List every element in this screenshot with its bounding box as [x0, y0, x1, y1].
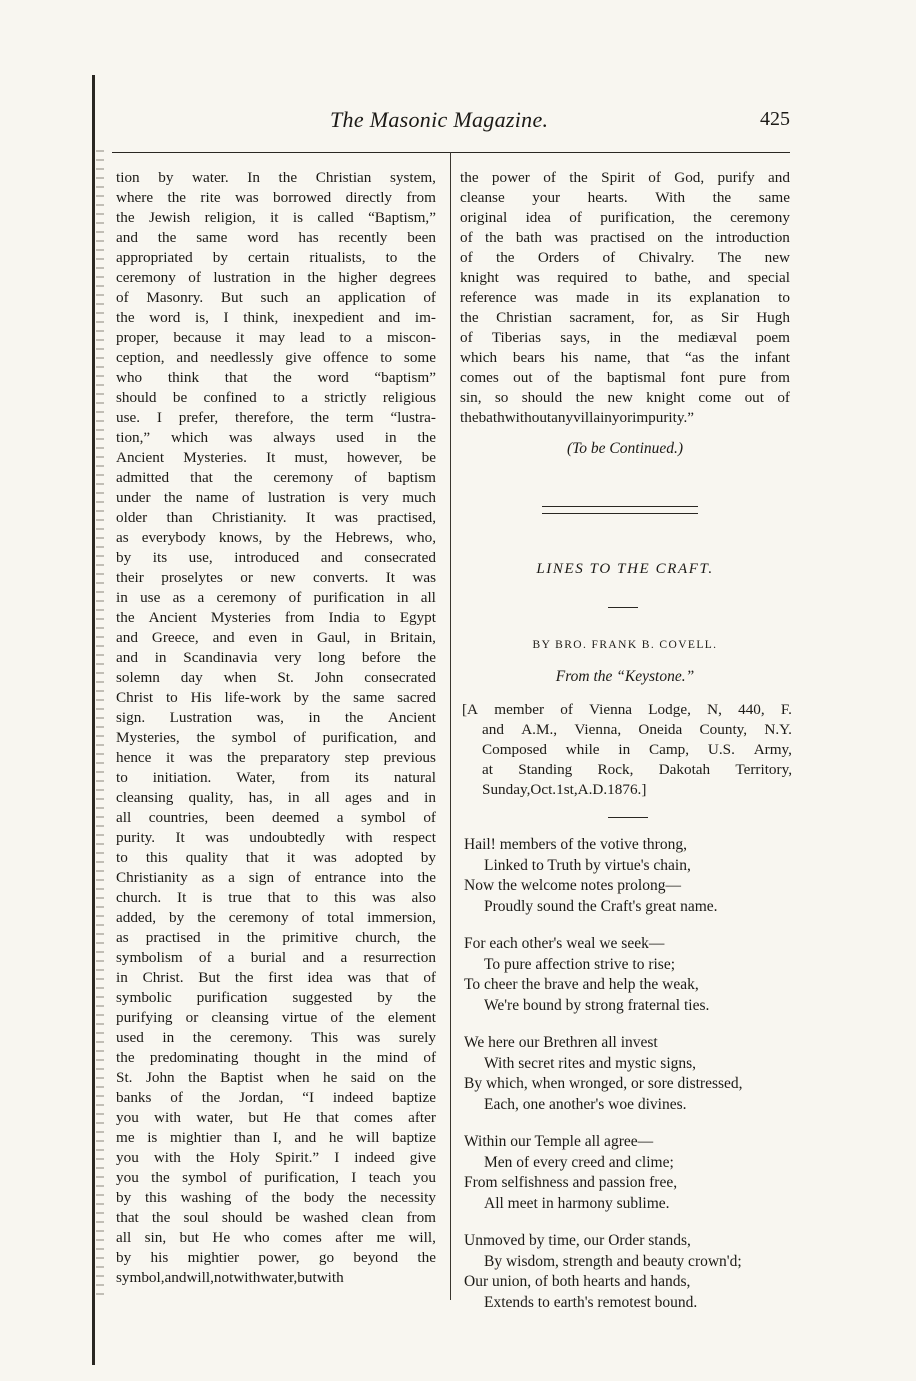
- poem-line: With secret rites and mystic signs,: [484, 1054, 697, 1072]
- poem-line: From selfishness and passion free,: [464, 1174, 678, 1191]
- text-line: should be confined to a strictly religious: [116, 389, 436, 406]
- text-line: symbol, and will, not with water, but with: [116, 1269, 344, 1286]
- text-line: purity. It was undoubtedly with respect: [116, 829, 436, 846]
- poem-line: We here our Brethren all invest: [464, 1034, 658, 1051]
- text-line: you the symbol of purification, I teach you: [116, 1169, 436, 1186]
- text-line: the word is, I think, inexpedient and im-: [116, 309, 436, 326]
- poem-line: By wisdom, strength and beauty crown'd;: [484, 1252, 742, 1270]
- poem-byline: BY BRO. FRANK B. COVELL.: [532, 639, 718, 651]
- text-line: Christianity as a sign of entrance into the: [116, 869, 436, 886]
- text-line: by its use, introduced and consecrated: [116, 549, 436, 566]
- note-line: Composed while in Camp, U.S. Army,: [482, 741, 792, 758]
- text-line: sin, so should the new knight come out of: [460, 389, 790, 406]
- text-line: under the name of lustration is very much: [116, 489, 436, 506]
- running-header: [100, 107, 790, 137]
- poem-stanza: [464, 835, 794, 917]
- poem-line: Unmoved by time, our Order stands,: [464, 1232, 691, 1249]
- text-line: all sin, but He who comes after me will,: [116, 1229, 436, 1246]
- poem-stanza: [464, 1033, 794, 1115]
- poem-line: Each, one another's woe divines.: [484, 1095, 687, 1113]
- poem-line: Proudly sound the Craft's great name.: [484, 897, 718, 915]
- text-line: reference was made in its explanation to: [460, 289, 790, 306]
- poem-source: From the “Keystone.”: [555, 668, 695, 685]
- binding-edge: [92, 75, 95, 1365]
- page-number: 425: [760, 108, 790, 130]
- text-line: symbolic purification suggested by the: [116, 989, 436, 1006]
- poem-title: LINES TO THE CRAFT.: [536, 561, 714, 577]
- text-line: cleansing quality, has, in all ages and in: [116, 789, 436, 806]
- text-line: used in the ceremony. This was surely: [116, 1029, 436, 1046]
- text-line: their proselytes or new converts. It was: [116, 569, 436, 586]
- poem-line: To pure affection strive to rise;: [484, 955, 676, 973]
- poem-line: All meet in harmony sublime.: [484, 1194, 670, 1212]
- poem-note: [462, 700, 792, 800]
- section-divider: [542, 506, 698, 514]
- text-line: St. John the Baptist when he said on the: [116, 1069, 436, 1086]
- text-line: and Greece, and even in Gaul, in Britain,: [116, 629, 436, 646]
- text-line: all countries, been deemed a symbol of: [116, 809, 436, 826]
- text-line: Christ to His life-work by the same sacred: [116, 689, 436, 706]
- text-line: solemn day when St. John consecrated: [116, 669, 436, 686]
- text-line: in Christ. But the first idea was that of: [116, 969, 436, 986]
- note-line: at Standing Rock, Dakotah Territory,: [482, 761, 792, 778]
- text-line: which bears his name, that “as the infant: [460, 349, 790, 366]
- text-line: hence it was the preparatory step previous: [116, 749, 436, 766]
- text-line: cleanse your hearts. With the same: [460, 189, 790, 206]
- text-line: as everybody knows, by the Hebrews, who,: [116, 529, 436, 546]
- continued-note: (To be Continued.): [566, 440, 684, 457]
- text-line: who think that the word “baptism”: [116, 369, 436, 386]
- poem-stanza: [464, 934, 794, 1016]
- poem-line: Men of every creed and clime;: [484, 1153, 674, 1171]
- text-line: of the Orders of Chivalry. The new: [460, 249, 790, 266]
- text-line: banks of the Jordan, “I indeed baptize: [116, 1089, 436, 1106]
- poem-line: Our union, of both hearts and hands,: [464, 1273, 691, 1290]
- poem-stanza: [464, 1231, 794, 1313]
- poem-line: Extends to earth's remotest bound.: [484, 1293, 698, 1311]
- text-line: the Ancient Mysteries from India to Egypt: [116, 609, 436, 626]
- text-line: the predominating thought in the mind of: [116, 1049, 436, 1066]
- poem-line: Now the welcome notes prolong—: [464, 877, 681, 894]
- text-line: you with water, but He that comes after: [116, 1109, 436, 1126]
- text-line: the bath without any villainy or impurity.”: [460, 409, 695, 426]
- text-line: appropriated by certain ritualists, to the: [116, 249, 436, 266]
- text-line: of Masonry. But such an application of: [116, 289, 436, 306]
- text-line: the power of the Spirit of God, purify and: [460, 169, 790, 186]
- left-column: [116, 168, 436, 1288]
- text-line: the Jewish religion, it is called “Baptism,”: [116, 209, 436, 226]
- text-line: to this quality that it was adopted by: [116, 849, 436, 866]
- text-line: by his mightier power, go beyond the: [116, 1249, 436, 1266]
- text-line: admitted that the ceremony of baptism: [116, 469, 436, 486]
- text-line: the Christian sacrament, for, as Sir Hugh: [460, 309, 790, 326]
- text-line: symbolism of a burial and a resurrection: [116, 949, 436, 966]
- text-line: Mysteries, the symbol of purification, and: [116, 729, 436, 746]
- text-line: comes out of the baptismal font pure from: [460, 369, 790, 386]
- text-line: and in Scandinavia very long before the: [116, 649, 436, 666]
- text-line: added, by the ceremony of total immersion,: [116, 909, 436, 926]
- text-line: me is mightier than I, and he will baptize: [116, 1129, 436, 1146]
- text-line: and the same word has recently been: [116, 229, 436, 246]
- text-line: church. It is true that to this was also: [116, 889, 436, 906]
- text-line: use. I prefer, therefore, the term “lustra-: [116, 409, 436, 426]
- header-rule: [112, 152, 790, 153]
- poem-line: We're bound by strong fraternal ties.: [484, 996, 710, 1014]
- poem-line: To cheer the brave and help the weak,: [464, 976, 699, 993]
- text-line: as practised in the primitive church, the: [116, 929, 436, 946]
- poem-stanza: [464, 1132, 794, 1214]
- poem-line: By which, when wronged, or sore distressed,: [464, 1075, 743, 1092]
- text-line: ceremony of lustration in the higher degrees: [116, 269, 436, 286]
- text-line: where the rite was borrowed directly from: [116, 189, 436, 206]
- text-line: you with the Holy Spirit.” I indeed give: [116, 1149, 436, 1166]
- poem-line: Within our Temple all agree—: [464, 1133, 654, 1150]
- text-line: tion by water. In the Christian system,: [116, 169, 436, 186]
- text-line: to initiation. Water, from its natural: [116, 769, 436, 786]
- text-line: older than Christianity. It was practised,: [116, 509, 436, 526]
- text-line: of Tiberias says, in the mediæval poem: [460, 329, 790, 346]
- poem-line: For each other's weal we seek—: [464, 935, 665, 952]
- note-rule: [608, 817, 648, 818]
- text-line: proper, because it may lead to a miscon-: [116, 329, 436, 346]
- title-rule: [608, 607, 638, 608]
- text-line: that the soul should be washed clean from: [116, 1209, 436, 1226]
- text-line: knight was required to bathe, and special: [460, 269, 790, 286]
- text-line: sign. Lustration was, in the Ancient: [116, 709, 436, 726]
- column-rule: [450, 152, 451, 1300]
- note-line: Sunday, Oct. 1st, A.D. 1876.]: [482, 781, 647, 798]
- note-line: [A member of Vienna Lodge, N, 440, F.: [462, 701, 792, 718]
- poem-line: Linked to Truth by virtue's chain,: [484, 856, 691, 874]
- right-column: [460, 168, 790, 428]
- text-line: tion,” which was always used in the: [116, 429, 436, 446]
- poem-line: Hail! members of the votive throng,: [464, 836, 687, 853]
- text-line: Ancient Mysteries. It must, however, be: [116, 449, 436, 466]
- text-line: purifying or cleansing virtue of the element: [116, 1009, 436, 1026]
- text-line: by this washing of the body the necessity: [116, 1189, 436, 1206]
- text-line: in use as a ceremony of purification in all: [116, 589, 436, 606]
- text-line: of the bath was practised on the introduction: [460, 229, 790, 246]
- note-line: and A.M., Vienna, Oneida County, N.Y.: [482, 721, 792, 738]
- text-line: ception, and needlessly give offence to some: [116, 349, 436, 366]
- poem-body: [464, 835, 794, 1330]
- text-line: original idea of purification, the ceremony: [460, 209, 790, 226]
- magazine-title: The Masonic Magazine.: [330, 107, 549, 132]
- binding-dots: [96, 150, 104, 1300]
